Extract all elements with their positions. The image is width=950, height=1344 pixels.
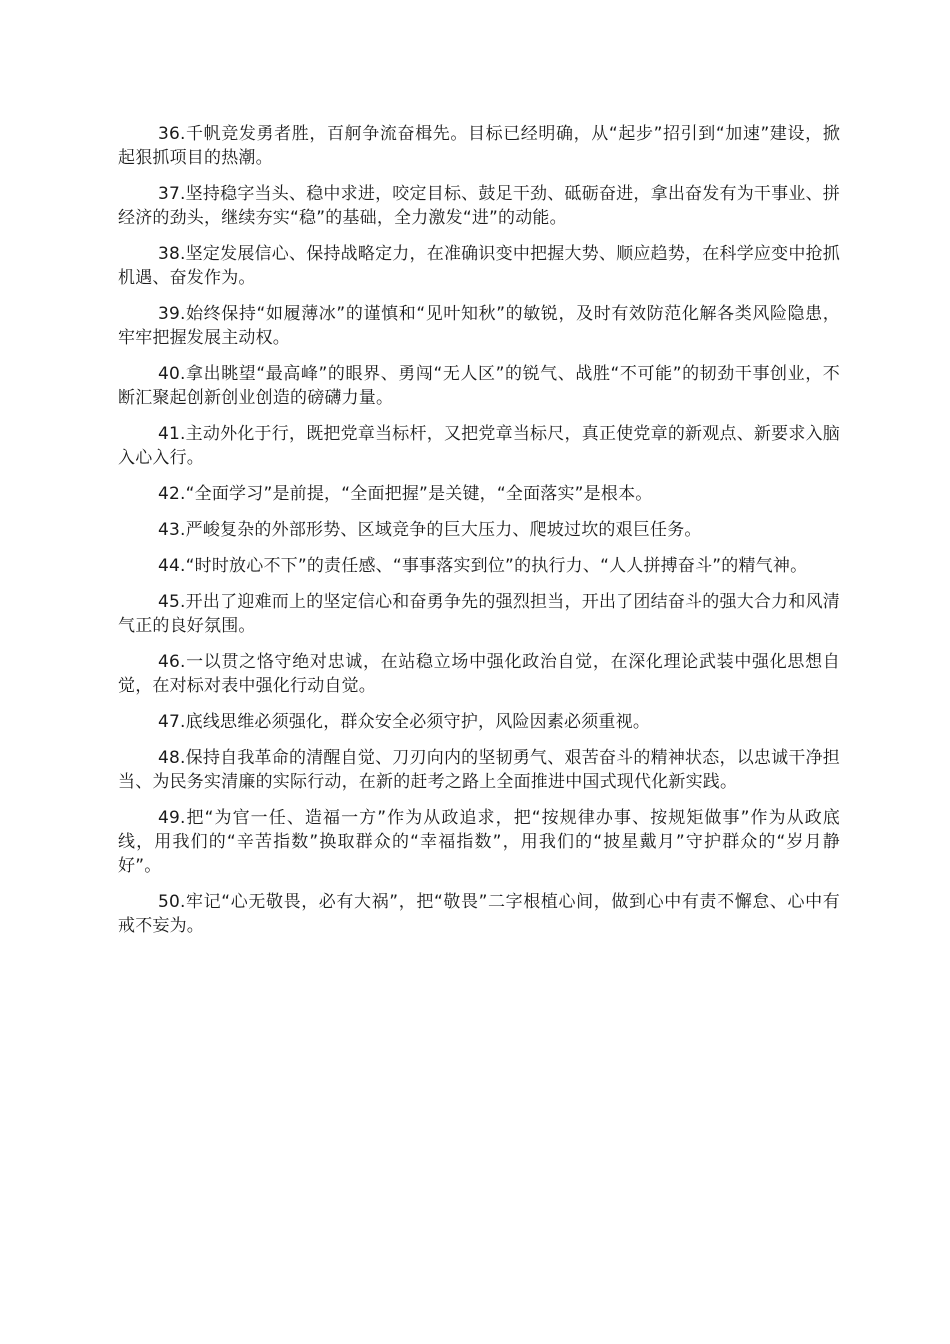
- paragraph-49: 49.把“为官一任、造福一方”作为从政追求，把“按规律办事、按规矩做事”作为从政底线，用我们的“辛苦指数”换取群众的“幸福指数”，用我们的“披星戴月”守护群众的“岁月静好”。: [118, 808, 840, 876]
- paragraph-39: 39.始终保持“如履薄冰”的谨慎和“见叶知秋”的敏锐，及时有效防范化解各类风险隐患，牢牢把握发展主动权。: [118, 304, 840, 348]
- paragraph-46: 46.一以贯之恪守绝对忠诚，在站稳立场中强化政治自觉，在深化理论武装中强化思想自觉，在对标对表中强化行动自觉。: [118, 652, 840, 696]
- document-body: [118, 122, 840, 950]
- paragraph-40: 40.拿出眺望“最高峰”的眼界、勇闯“无人区”的锐气、战胜“不可能”的韧劲干事创业，不断汇聚起创新创业创造的磅礴力量。: [118, 364, 840, 408]
- paragraph-47: 47.底线思维必须强化，群众安全必须守护，风险因素必须重视。: [158, 712, 651, 732]
- paragraph-36: 36.千帆竞发勇者胜，百舸争流奋楫先。目标已经明确，从“起步”招引到“加速”建设，掀起狠抓项目的热潮。: [118, 124, 840, 168]
- paragraph-44: 44.“时时放心不下”的责任感、“事事落实到位”的执行力、“人人拼搏奋斗”的精气神。: [158, 556, 808, 576]
- paragraph-45: 45.开出了迎难而上的坚定信心和奋勇争先的强烈担当，开出了团结奋斗的强大合力和风清气正的良好氛围。: [118, 592, 840, 636]
- paragraph-37: 37.坚持稳字当头、稳中求进，咬定目标、鼓足干劲、砥砺奋进，拿出奋发有为干事业、拼经济的劲头，继续夯实“稳”的基础，全力激发“进”的动能。: [118, 184, 840, 228]
- paragraph-43: 43.严峻复杂的外部形势、区域竞争的巨大压力、爬坡过坎的艰巨任务。: [158, 520, 702, 540]
- paragraph-38: 38.坚定发展信心、保持战略定力，在准确识变中把握大势、顺应趋势，在科学应变中抢抓机遇、奋发作为。: [118, 244, 840, 288]
- paragraph-41: 41.主动外化于行，既把党章当标杆，又把党章当标尺，真正使党章的新观点、新要求入脑入心入行。: [118, 424, 840, 468]
- paragraph-48: 48.保持自我革命的清醒自觉、刀刃向内的坚韧勇气、艰苦奋斗的精神状态，以忠诚干净担当、为民务实清廉的实际行动，在新的赶考之路上全面推进中国式现代化新实践。: [118, 748, 840, 792]
- paragraph-50: 50.牢记“心无敬畏，必有大祸”，把“敬畏”二字根植心间，做到心中有责不懈怠、心中有戒不妄为。: [118, 892, 840, 936]
- paragraph-42: 42.“全面学习”是前提，“全面把握”是关键，“全面落实”是根本。: [158, 484, 653, 504]
